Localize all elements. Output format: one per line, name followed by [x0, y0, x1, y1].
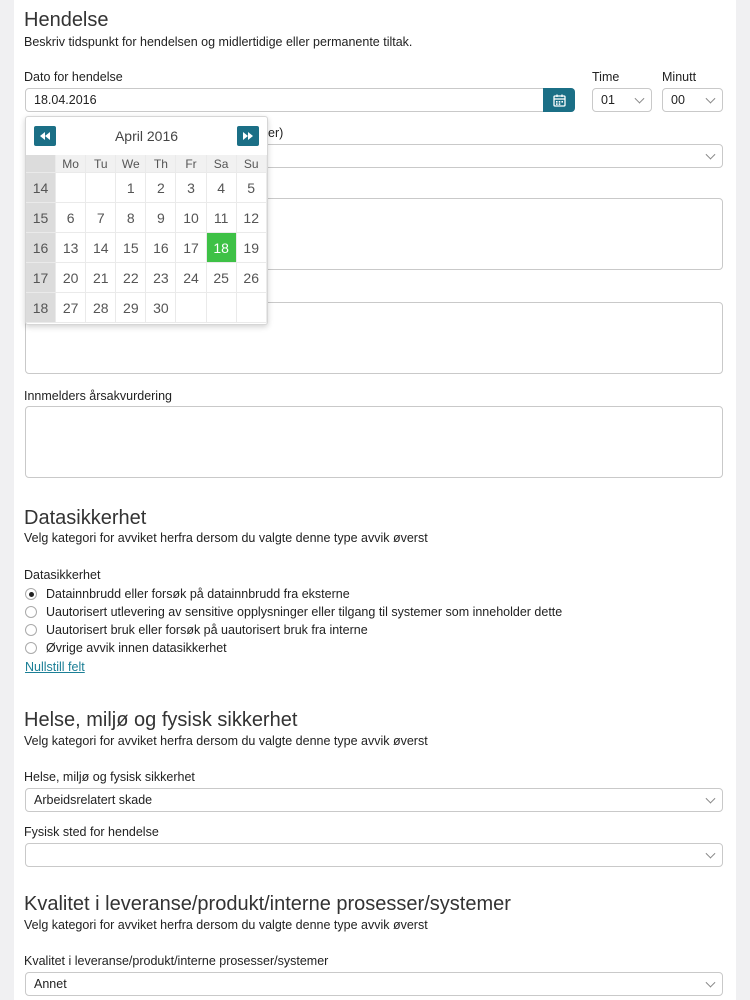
cause-textarea[interactable] [25, 406, 723, 478]
datepicker [25, 116, 268, 325]
datepicker-day[interactable]: 6 [56, 203, 86, 233]
week-number: 16 [26, 233, 56, 263]
week-number: 17 [26, 263, 56, 293]
week-number: 15 [26, 203, 56, 233]
section-description-hms: Velg kategori for avviket herfra dersom du valgte denne type avvik øverst [24, 734, 428, 748]
weekday-label: Mo [56, 155, 86, 173]
datepicker-empty-cell [237, 293, 267, 323]
chevron-down-icon [706, 794, 716, 804]
datasikkerhet-radio-option[interactable] [25, 603, 562, 621]
datepicker-empty-cell [207, 293, 237, 323]
minute-label: Minutt [662, 70, 697, 84]
kvalitet-category-label: Kvalitet i leveranse/produkt/interne prosesser/systemer [24, 954, 329, 968]
datepicker-empty-cell [56, 173, 86, 203]
datepicker-day[interactable]: 23 [146, 263, 176, 293]
reset-field-link[interactable]: Nullstill felt [25, 660, 85, 674]
datepicker-day[interactable]: 26 [237, 263, 267, 293]
datepicker-month-title: April 2016 [114, 128, 179, 144]
datepicker-day[interactable]: 2 [146, 173, 176, 203]
weekday-label: Fr [176, 155, 206, 173]
location-label: Fysisk sted for hendelse [24, 825, 159, 839]
datepicker-day[interactable]: 25 [207, 263, 237, 293]
datepicker-day[interactable]: 12 [237, 203, 267, 233]
datepicker-week-row [26, 173, 267, 203]
datepicker-day[interactable]: 1 [116, 173, 146, 203]
datepicker-empty-cell [176, 293, 206, 323]
datepicker-day-selected[interactable]: 18 [207, 233, 237, 263]
datepicker-day[interactable]: 29 [116, 293, 146, 323]
section-description-kvalitet: Velg kategori for avviket herfra dersom du valgte denne type avvik øverst [24, 918, 428, 932]
weekday-label: Tu [86, 155, 116, 173]
section-title-kvalitet: Kvalitet i leveranse/produkt/interne prosesser/systemer [24, 893, 511, 915]
calendar-icon [553, 94, 566, 107]
datepicker-day[interactable]: 14 [86, 233, 116, 263]
datepicker-prev-button[interactable] [34, 126, 56, 146]
datepicker-day[interactable]: 4 [207, 173, 237, 203]
hms-category-label: Helse, miljø og fysisk sikkerhet [24, 770, 195, 784]
chevron-down-icon [706, 94, 716, 104]
weekday-label: Su [237, 155, 267, 173]
week-number: 18 [26, 293, 56, 323]
section-title-datasikkerhet: Datasikkerhet [24, 507, 147, 529]
radio-option-label: Uautorisert utlevering av sensitive opplysninger eller tilgang til systemer som inneholder dette [46, 605, 563, 619]
datepicker-week-row [26, 263, 267, 293]
chevron-down-icon [706, 849, 716, 859]
datasikkerhet-group-label: Datasikkerhet [24, 568, 101, 582]
section-description-hendelse: Beskriv tidspunkt for hendelsen og midlertidige eller permanente tiltak. [24, 35, 413, 49]
double-chevron-left-icon [39, 132, 51, 140]
datepicker-day[interactable]: 24 [176, 263, 206, 293]
hour-label: Time [592, 70, 620, 84]
weekday-label: We [116, 155, 146, 173]
datepicker-day[interactable]: 17 [176, 233, 206, 263]
datepicker-header [26, 117, 267, 155]
section-title-hendelse: Hendelse [24, 9, 109, 31]
date-label: Dato for hendelse [24, 70, 123, 84]
minute-select-value: 00 [671, 93, 685, 107]
datepicker-day[interactable]: 5 [237, 173, 267, 203]
calendar-button[interactable] [543, 88, 575, 112]
datepicker-day[interactable]: 7 [86, 203, 116, 233]
radio-button[interactable] [25, 588, 37, 600]
location-select[interactable] [25, 843, 723, 867]
double-chevron-right-icon [242, 132, 254, 140]
datepicker-empty-cell [86, 173, 116, 203]
chevron-down-icon [706, 978, 716, 988]
datepicker-day[interactable]: 22 [116, 263, 146, 293]
week-number: 14 [26, 173, 56, 203]
right-gutter [736, 0, 750, 1000]
datepicker-day[interactable]: 27 [56, 293, 86, 323]
weekday-label: Sa [207, 155, 237, 173]
hms-category-value: Arbeidsrelatert skade [34, 793, 153, 807]
hidden-label-fragment: er) [268, 126, 284, 140]
datepicker-grid [26, 155, 267, 323]
datepicker-day[interactable]: 9 [146, 203, 176, 233]
radio-option-label: Uautorisert bruk eller forsøk på uautorisert bruk fra interne [46, 623, 368, 637]
datepicker-week-row [26, 293, 267, 323]
datepicker-week-row [26, 233, 267, 263]
datasikkerhet-radio-option[interactable] [25, 585, 562, 603]
date-input[interactable] [25, 88, 575, 112]
datepicker-day[interactable]: 13 [56, 233, 86, 263]
datepicker-day[interactable]: 15 [116, 233, 146, 263]
chevron-down-icon [706, 150, 716, 160]
cause-label: Innmelders årsakvurdering [24, 389, 172, 403]
minute-select[interactable] [662, 88, 723, 112]
kvalitet-category-value: Annet [34, 977, 67, 991]
left-gutter [0, 0, 14, 1000]
datepicker-weekday-header [26, 155, 267, 173]
datepicker-next-button[interactable] [237, 126, 259, 146]
hour-select-value: 01 [601, 93, 615, 107]
chevron-down-icon [635, 94, 645, 104]
datepicker-day[interactable]: 16 [146, 233, 176, 263]
section-title-hms: Helse, miljø og fysisk sikkerhet [24, 709, 298, 731]
datepicker-day[interactable]: 8 [116, 203, 146, 233]
datasikkerhet-radio-group [25, 585, 562, 657]
radio-option-label: Øvrige avvik innen datasikkerhet [46, 641, 227, 655]
datasikkerhet-radio-option[interactable] [25, 639, 562, 657]
datepicker-day[interactable]: 28 [86, 293, 116, 323]
hour-select[interactable] [592, 88, 652, 112]
datepicker-day[interactable]: 11 [207, 203, 237, 233]
radio-button[interactable] [25, 624, 37, 636]
radio-button[interactable] [25, 606, 37, 618]
datepicker-day[interactable]: 19 [237, 233, 267, 263]
radio-option-label: Datainnbrudd eller forsøk på datainnbrudd fra eksterne [46, 587, 350, 601]
datepicker-day[interactable]: 30 [146, 293, 176, 323]
radio-button[interactable] [25, 642, 37, 654]
weekday-label: Th [146, 155, 176, 173]
section-description-datasikkerhet: Velg kategori for avviket herfra dersom du valgte denne type avvik øverst [24, 531, 428, 545]
hms-category-select[interactable] [25, 788, 723, 812]
datepicker-day[interactable]: 3 [176, 173, 206, 203]
kvalitet-category-select[interactable] [25, 972, 723, 996]
datasikkerhet-radio-option[interactable] [25, 621, 562, 639]
week-number-header [26, 155, 56, 173]
date-input-value: 18.04.2016 [34, 93, 97, 107]
datepicker-day[interactable]: 21 [86, 263, 116, 293]
datepicker-day[interactable]: 10 [176, 203, 206, 233]
datepicker-week-row [26, 203, 267, 233]
datepicker-day[interactable]: 20 [56, 263, 86, 293]
